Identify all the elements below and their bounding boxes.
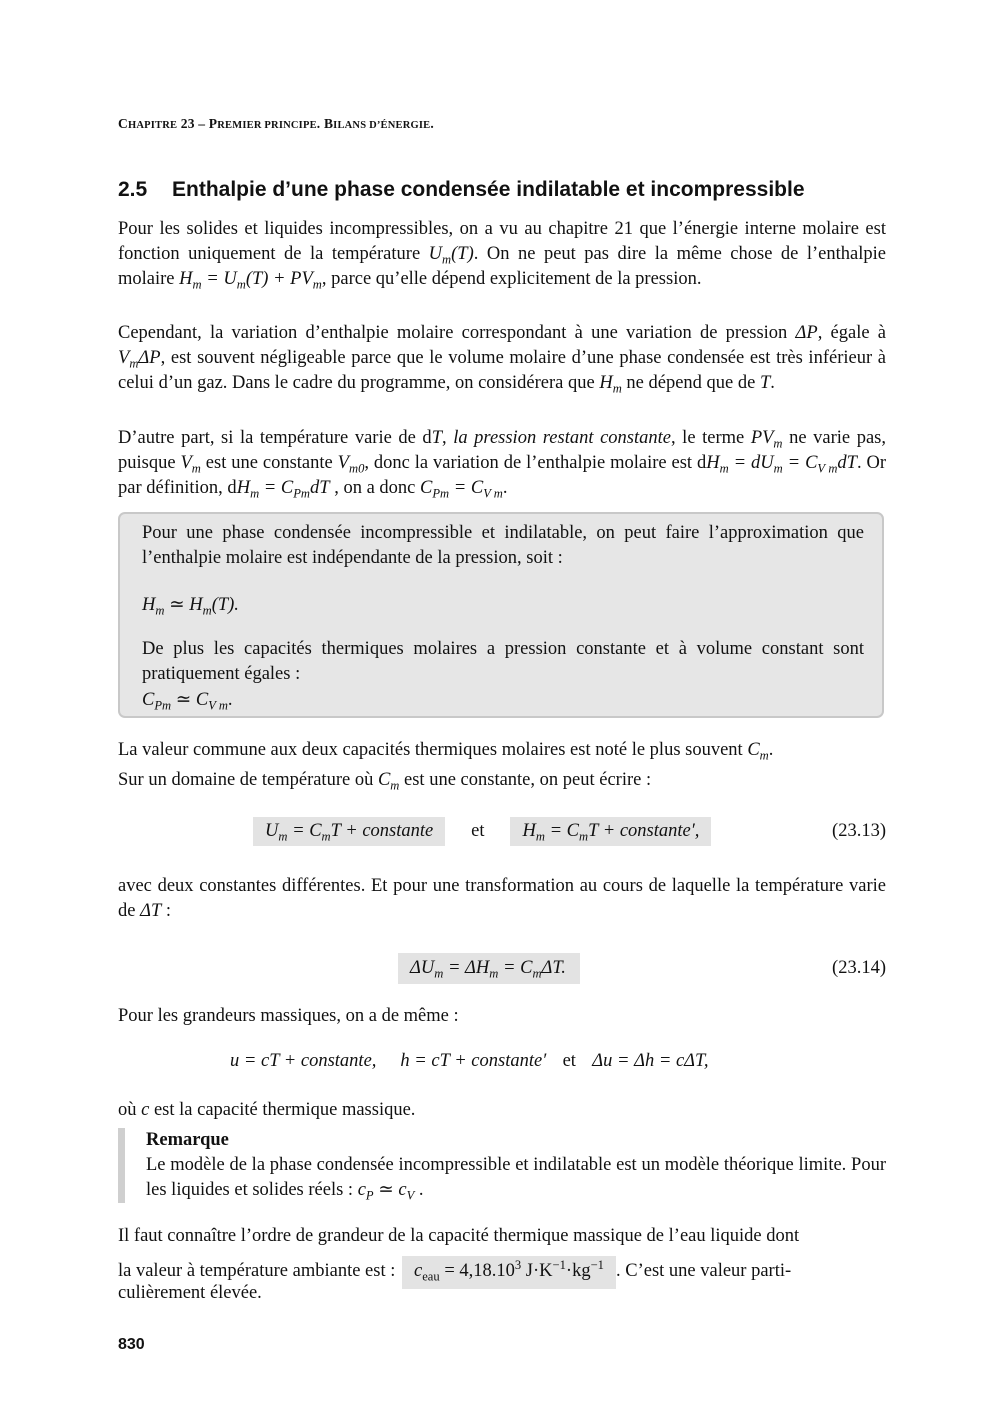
paragraph-water-capacity-1: Il faut connaître l’ordre de grandeur de la capacité thermique massique de l’eau liquide dont bbox=[118, 1226, 800, 1246]
box-equation-capacities: $C_{Pm}$ ≃ $C_{V m}$. bbox=[142, 690, 233, 713]
running-header: CHAPITRE 23 – PREMIER PRINCIPE. BILANS D’ÉNERGIE. bbox=[118, 116, 434, 131]
water-capacity-value: $c_{eau} = 4,18.10^3$ $J\cdot K^{-1}\cdot kg^{-1}$ bbox=[402, 1256, 616, 1289]
paragraph-common-value: La valeur commune aux deux capacités thermiques molaires est noté le plus souvent $C_m$. bbox=[118, 740, 774, 763]
page-number: 830 bbox=[118, 1336, 145, 1353]
paragraph-variation: Cependant, la variation d’enthalpie molaire correspondant à une variation de pression ΔP, égale à $V_m\Delta P$, est souvent négligeable parce que le volume molaire d’une phase condensée est très inférieur à celui d’un gaz. Dans le cadre du programme, on considérera que $H_m$ ne dépend que de T. bbox=[118, 323, 886, 396]
paragraph-water-capacity-2: la valeur à température ambiante est : $c_{eau} = 4,18.10^3$ $J\cdot K^{-1}\cdot kg^{-1}$ . C’est une valeur parti- bbox=[118, 1256, 886, 1289]
remark-title: Remarque bbox=[146, 1130, 229, 1150]
paragraph-intro: Pour les solides et liquides incompressibles, on a vu au chapitre 21 que l’énergie interne molaire est fonction uniquement de la température $U_m(T)$. On ne peut pas dire la même chose de l’enthalpie molaire $H_m = U_m(T) + PV_m$, parce qu’elle dépend explicitement de la pression. bbox=[118, 219, 886, 292]
paragraph-specific-capacity: où c est la capacité thermique massique. bbox=[118, 1100, 416, 1120]
box-text-2: De plus les capacités thermiques molaires a pression constante et à volume constant sont pratiquement égales : bbox=[142, 639, 864, 684]
paragraph-two-constants: avec deux constantes différentes. Et pour une transformation au cours de laquelle la température varie de ΔT : bbox=[118, 876, 886, 921]
equation-enthalpy: $H_m = C_mT$ + constante′, bbox=[510, 817, 711, 846]
paragraph-domain: Sur un domaine de température où $C_m$ est une constante, on peut écrire : bbox=[118, 770, 652, 793]
paragraph-water-capacity-3: culièrement élevée. bbox=[118, 1283, 262, 1303]
paragraph-mass-quantities: Pour les grandeurs massiques, on a de même : bbox=[118, 1006, 459, 1026]
paragraph-constant-pressure: D’autre part, si la température varie de dT, la pression restant constante, le terme $PV_m$ ne varie pas, puisque $V_m$ est une constante $V_{m0}$, donc la variation de l’enthalpie molaire est $dH_m = dU_m = C_{V m}dT$. Or par définition, $dH_m = C_{Pm}dT$ , on a donc $C_{Pm} = C_{V m}$. bbox=[118, 428, 887, 501]
section-heading bbox=[118, 178, 805, 202]
equation-mass-quantities: u = cT + constante, h = cT + constante′ et Δu = Δh = cΔT, bbox=[230, 1051, 709, 1071]
key-result-box bbox=[118, 512, 884, 718]
box-equation-enthalpy: $H_m$ ≃ $H_m(T)$. bbox=[142, 595, 239, 618]
remark-block bbox=[118, 1128, 886, 1203]
equation-number-23-14: (23.14) bbox=[832, 958, 886, 978]
equation-23-14: $\Delta U_m = \Delta H_m = C_m\Delta T$. bbox=[398, 953, 580, 984]
box-text-1: Pour une phase condensée incompressible et indilatable, on peut faire l’approximation que l’enthalpie molaire est indépendante de la pression, soit : bbox=[142, 523, 864, 568]
equation-internal-energy: $U_m = C_mT$ + constante bbox=[253, 817, 445, 846]
section-number: 2.5 bbox=[118, 178, 148, 201]
equation-number-23-13: (23.13) bbox=[832, 821, 886, 841]
section-title: Enthalpie d’une phase condensée indilatable et incompressible bbox=[172, 178, 805, 201]
equation-23-13: $U_m = C_mT$ + constante et $H_m = C_mT$ + constante′, bbox=[253, 817, 711, 846]
remark-text: Le modèle de la phase condensée incompressible et indilatable est un modèle théorique limite. Pour les liquides et solides réels : $c_P$ ≃ $c_V$ . bbox=[146, 1155, 886, 1203]
